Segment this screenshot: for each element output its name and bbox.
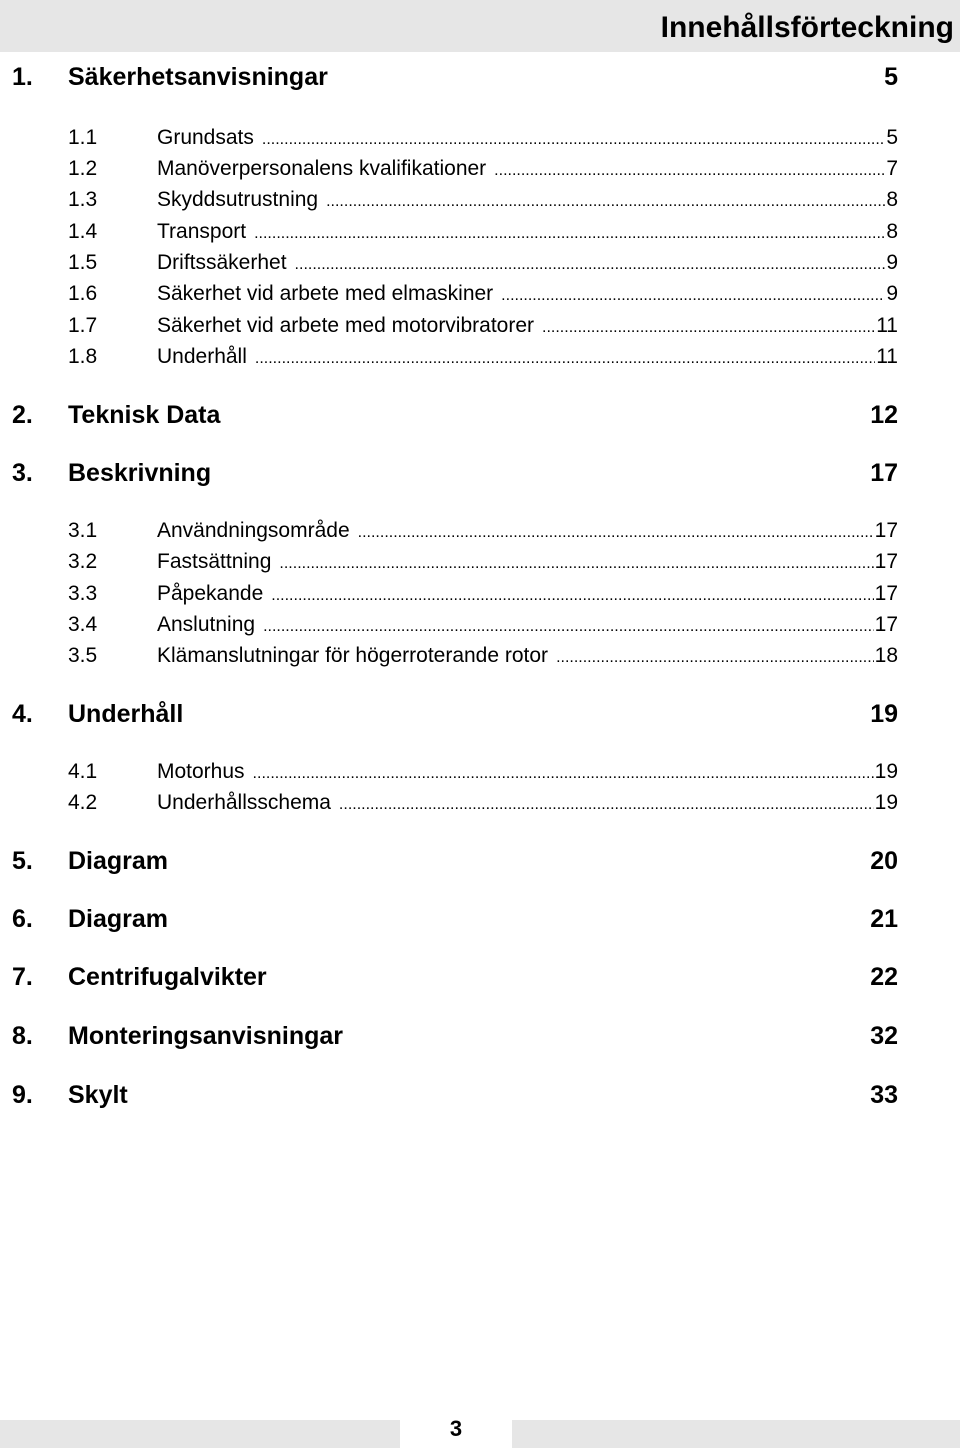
toc-chapter-8[interactable]	[12, 1019, 898, 1053]
section-title: Grundsats	[157, 126, 254, 149]
dot-leader	[253, 760, 874, 788]
dot-leader	[254, 220, 885, 248]
section-number: 1.1	[68, 126, 98, 149]
dot-leader	[271, 582, 873, 610]
dot-leader	[339, 791, 874, 819]
toc-section-1-4[interactable]	[68, 218, 898, 246]
page-title: Innehållsförteckning	[660, 11, 954, 44]
section-title: Underhåll	[157, 345, 247, 368]
chapter-page: 20	[870, 847, 898, 875]
toc-section-3-5[interactable]	[68, 642, 898, 670]
dot-leader	[494, 157, 885, 185]
chapter-number: 5.	[12, 847, 33, 875]
dot-leader	[358, 519, 874, 547]
chapter-title: Beskrivning	[68, 459, 212, 487]
section-page: 19	[874, 791, 898, 814]
section-title: Påpekande	[157, 582, 264, 605]
toc-section-1-2[interactable]	[68, 155, 898, 183]
section-line	[157, 186, 898, 216]
section-title: Användningsområde	[157, 519, 350, 542]
section-line	[157, 280, 898, 310]
toc-section-3-3[interactable]	[68, 580, 898, 608]
section-title: Transport	[157, 220, 247, 243]
toc-section-1-8[interactable]	[68, 343, 898, 371]
section-number: 1.3	[68, 188, 98, 211]
section-title: Driftssäkerhet	[157, 251, 287, 274]
chapter-title: Diagram	[68, 905, 169, 933]
section-line	[157, 580, 898, 610]
dot-leader	[262, 126, 885, 154]
section-page: 7	[886, 157, 898, 180]
section-title: Skyddsutrustning	[157, 188, 319, 211]
section-page: 17	[874, 519, 898, 542]
chapter-title: Säkerhetsanvisningar	[68, 63, 328, 91]
section-title: Manöverpersonalens kvalifikationer	[157, 157, 487, 180]
section-number: 1.2	[68, 157, 98, 180]
toc-chapter-2[interactable]	[12, 398, 898, 432]
chapter-number: 9.	[12, 1081, 33, 1109]
dot-leader	[279, 550, 873, 578]
toc-chapter-1[interactable]	[12, 60, 898, 94]
section-page: 11	[876, 345, 898, 368]
section-number: 3.5	[68, 644, 98, 667]
section-page: 17	[874, 582, 898, 605]
toc-chapter-9[interactable]	[12, 1078, 898, 1112]
chapter-page: 32	[870, 1022, 898, 1050]
chapter-page: 5	[884, 63, 898, 91]
footer-band-left	[0, 1420, 400, 1448]
toc-chapter-3[interactable]	[12, 456, 898, 490]
chapter-page: 17	[870, 459, 898, 487]
section-line	[157, 517, 898, 547]
toc-chapter-6[interactable]	[12, 902, 898, 936]
section-page: 8	[886, 220, 898, 243]
section-number: 3.4	[68, 613, 98, 636]
chapter-number: 4.	[12, 700, 33, 728]
section-line	[157, 548, 898, 578]
section-title: Säkerhet vid arbete med elmaskiner	[157, 282, 494, 305]
section-line	[157, 611, 898, 641]
chapter-number: 7.	[12, 963, 33, 991]
chapter-title: Diagram	[68, 847, 169, 875]
section-page: 17	[874, 550, 898, 573]
section-line	[157, 124, 898, 154]
section-line	[157, 343, 898, 373]
toc-section-3-4[interactable]	[68, 611, 898, 639]
section-number: 1.6	[68, 282, 98, 305]
dot-leader	[556, 644, 874, 672]
toc-section-4-2[interactable]	[68, 789, 898, 817]
chapter-number: 8.	[12, 1022, 33, 1050]
footer-band-right	[512, 1420, 960, 1448]
section-number: 1.4	[68, 220, 98, 243]
section-title: Underhållsschema	[157, 791, 331, 814]
toc-section-3-2[interactable]	[68, 548, 898, 576]
dot-leader	[255, 345, 875, 373]
page-number: 3	[449, 1416, 463, 1441]
section-number: 1.8	[68, 345, 98, 368]
toc-chapter-7[interactable]	[12, 960, 898, 994]
section-line	[157, 312, 898, 342]
section-page: 5	[886, 126, 898, 149]
toc-section-1-5[interactable]	[68, 249, 898, 277]
chapter-page: 33	[870, 1081, 898, 1109]
toc-section-1-7[interactable]	[68, 312, 898, 340]
section-number: 4.2	[68, 791, 98, 814]
section-number: 4.1	[68, 760, 98, 783]
section-number: 1.5	[68, 251, 98, 274]
toc-section-1-6[interactable]	[68, 280, 898, 308]
toc-section-4-1[interactable]	[68, 758, 898, 786]
section-number: 3.2	[68, 550, 98, 573]
section-line	[157, 789, 898, 819]
dot-leader	[263, 613, 874, 641]
section-number: 3.1	[68, 519, 98, 542]
chapter-number: 2.	[12, 401, 33, 429]
chapter-number: 6.	[12, 905, 33, 933]
chapter-page: 19	[870, 700, 898, 728]
toc-section-1-1[interactable]	[68, 124, 898, 152]
section-page: 8	[886, 188, 898, 211]
section-number: 3.3	[68, 582, 98, 605]
toc-chapter-5[interactable]	[12, 844, 898, 878]
dot-leader	[542, 314, 875, 342]
chapter-title: Monteringsanvisningar	[68, 1022, 344, 1050]
chapter-number: 3.	[12, 459, 33, 487]
section-page: 19	[874, 760, 898, 783]
section-page: 9	[886, 251, 898, 274]
chapter-page: 12	[870, 401, 898, 429]
dot-leader	[501, 282, 885, 310]
dot-leader	[295, 251, 886, 279]
toc-section-3-1[interactable]	[68, 517, 898, 545]
section-page: 11	[876, 314, 898, 337]
section-title: Säkerhet vid arbete med motorvibratorer	[157, 314, 535, 337]
chapter-page: 22	[870, 963, 898, 991]
section-page: 9	[886, 282, 898, 305]
dot-leader	[326, 188, 885, 216]
section-line	[157, 249, 898, 279]
section-line	[157, 642, 898, 672]
section-title: Klämanslutningar för högerroterande rotor	[157, 644, 549, 667]
toc-section-1-3[interactable]	[68, 186, 898, 214]
chapter-title: Skylt	[68, 1081, 128, 1109]
section-title: Motorhus	[157, 760, 245, 783]
chapter-title: Underhåll	[68, 700, 184, 728]
chapter-number: 1.	[12, 63, 33, 91]
chapter-title: Teknisk Data	[68, 401, 221, 429]
section-page: 18	[874, 644, 898, 667]
toc-chapter-4[interactable]	[12, 697, 898, 731]
section-line	[157, 155, 898, 185]
section-line	[157, 218, 898, 248]
section-number: 1.7	[68, 314, 98, 337]
section-page: 17	[874, 613, 898, 636]
chapter-page: 21	[870, 905, 898, 933]
chapter-title: Centrifugalvikter	[68, 963, 267, 991]
section-line	[157, 758, 898, 788]
section-title: Fastsättning	[157, 550, 272, 573]
section-title: Anslutning	[157, 613, 256, 636]
